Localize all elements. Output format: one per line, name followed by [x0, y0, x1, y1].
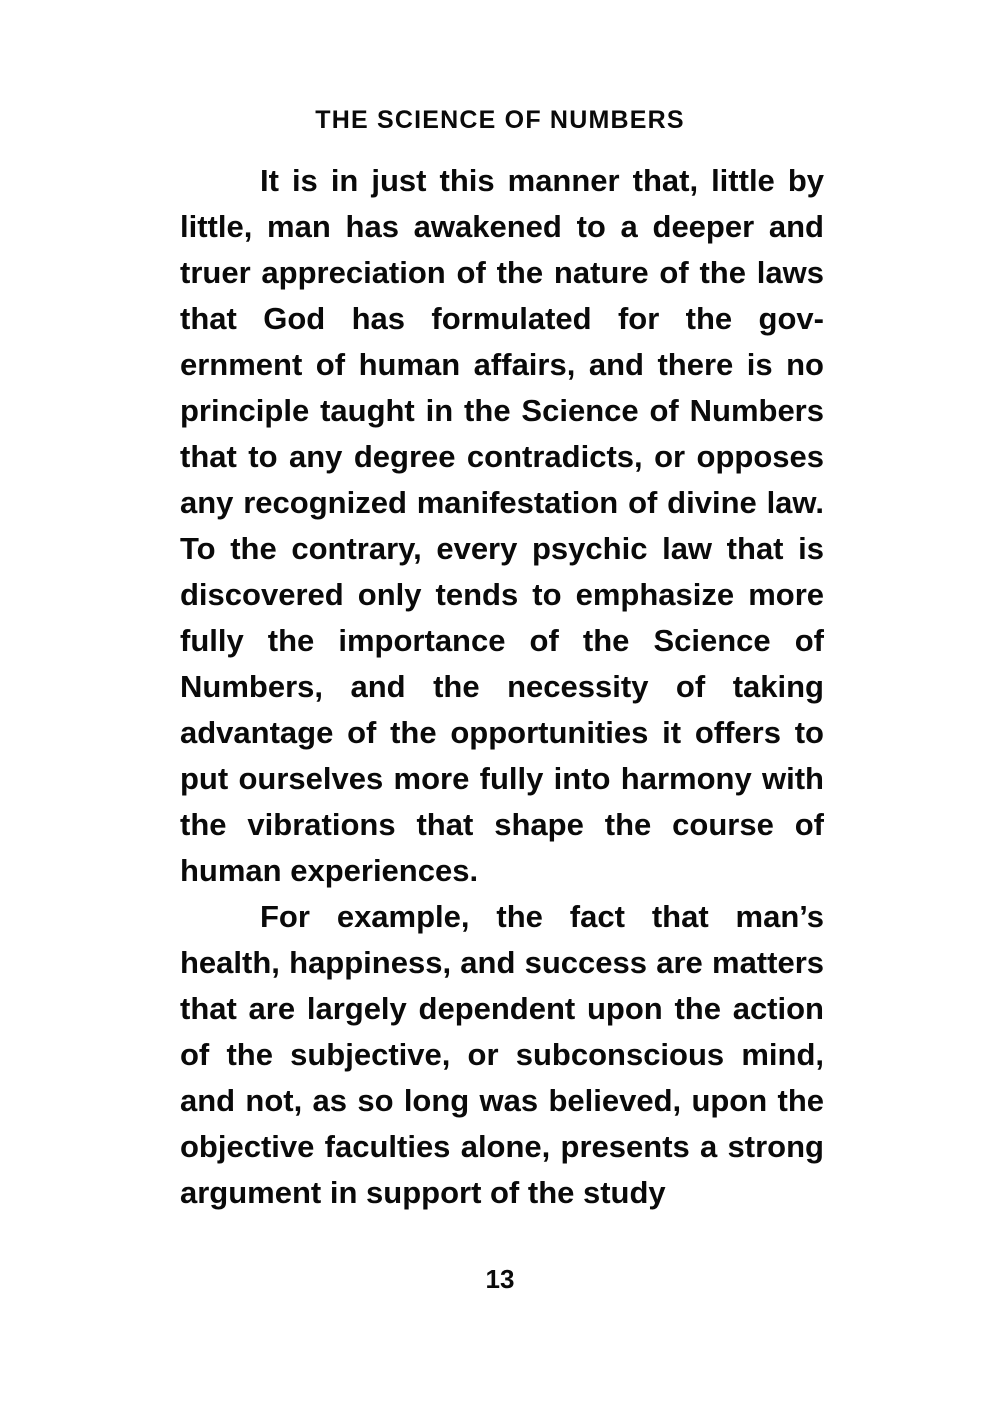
- paragraph: For example, the fact that man’s health, happiness, and success are matters that are largely dependent upon the action of the subjective, or subconscious mind, and not, as so long was believed, upon the objective faculties alone, presents a strong argument in support of the study: [180, 899, 824, 1210]
- paragraph: It is in just this manner that, little by little, man has awakened to a deeper and truer appreciation of the nature of the laws that God has formulated for the government of human affairs, and there is no principle taught in the Science of Numbers that to any degree contradicts, or opposes any recognized manifestation of divine law. To the contrary, every psychic law that is discovered only tends to emphasize more fully the importance of the Science of Numbers, and the necessity of taking advantage of the opportunities it offers to put ourselves more fully into harmony with the vibrations that shape the course of human experiences.: [180, 163, 824, 888]
- running-head: THE SCIENCE OF NUMBERS: [315, 106, 685, 134]
- body-text: [180, 158, 824, 1216]
- page-number: 13: [485, 1264, 515, 1294]
